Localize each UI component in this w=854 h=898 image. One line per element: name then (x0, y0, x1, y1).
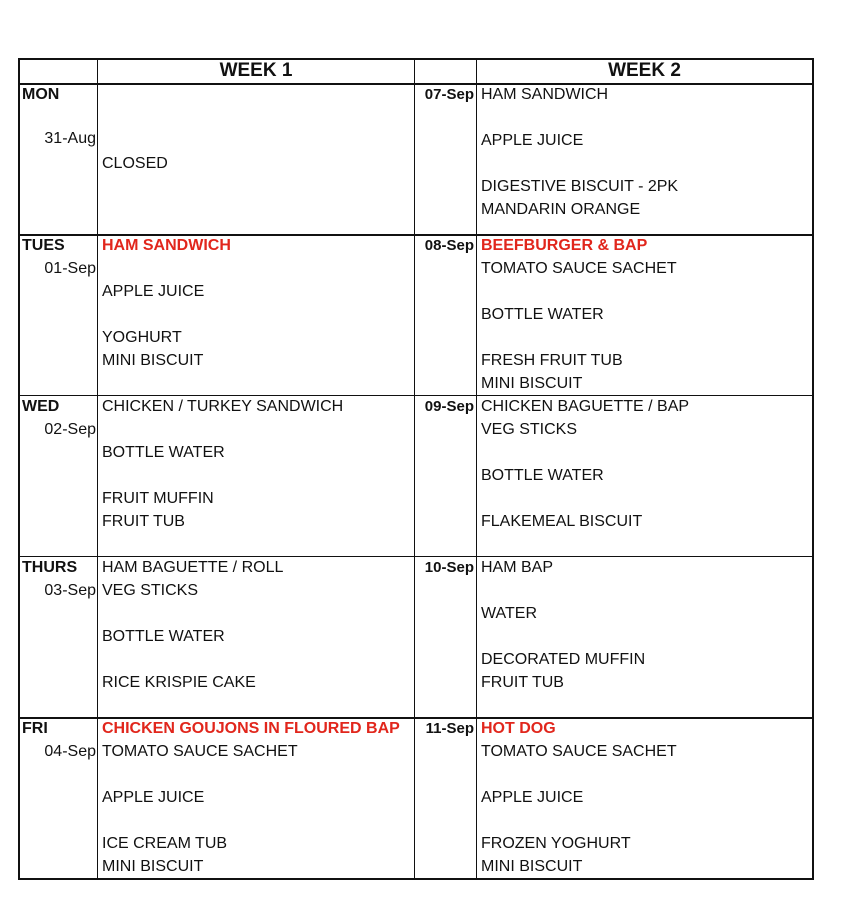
row-divider (18, 717, 814, 719)
menu-item: HAM BAP (481, 559, 554, 576)
menu-item: BOTTLE WATER (102, 444, 225, 461)
menu-item: MINI BISCUIT (102, 858, 204, 875)
menu-item: MINI BISCUIT (481, 858, 583, 875)
column-divider (414, 58, 415, 880)
menu-item: YOGHURT (102, 329, 182, 346)
row-divider (18, 395, 814, 396)
menu-item: HAM BAGUETTE / ROLL (102, 559, 284, 576)
menu-item: FROZEN YOGHURT (481, 835, 631, 852)
menu-item: TOMATO SAUCE SACHET (481, 260, 677, 277)
menu-item: CHICKEN GOUJONS IN FLOURED BAP (102, 720, 400, 737)
menu-item: APPLE JUICE (102, 789, 205, 806)
day-label: MON (22, 86, 60, 103)
day-label: THURS (22, 559, 78, 576)
menu-item: MINI BISCUIT (481, 375, 583, 392)
week1-header: WEEK 1 (219, 60, 293, 81)
menu-item: MINI BISCUIT (102, 352, 204, 369)
table-border-bottom (18, 878, 814, 880)
menu-item: FRUIT MUFFIN (102, 490, 214, 507)
week2-header: WEEK 2 (608, 60, 681, 81)
menu-item: HAM SANDWICH (102, 237, 231, 254)
menu-item: ICE CREAM TUB (102, 835, 228, 852)
column-divider (476, 58, 477, 880)
week2-date: 08-Sep (424, 237, 474, 254)
week2-date: 10-Sep (424, 559, 474, 576)
week2-date: 07-Sep (424, 86, 474, 103)
week1-date: 01-Sep (44, 260, 96, 277)
menu-item: HOT DOG (481, 720, 556, 737)
menu-item: DIGESTIVE BISCUIT - 2PK (481, 178, 679, 195)
day-label: TUES (22, 237, 65, 254)
menu-item: CLOSED (102, 155, 168, 172)
menu-item: MANDARIN ORANGE (481, 201, 641, 218)
day-label: FRI (22, 720, 48, 737)
day-label: WED (22, 398, 60, 415)
menu-item: WATER (481, 605, 537, 622)
menu-item: CHICKEN / TURKEY SANDWICH (102, 398, 344, 415)
menu-item: BOTTLE WATER (102, 628, 225, 645)
menu-item: FRESH FRUIT TUB (481, 352, 623, 369)
menu-item: CHICKEN BAGUETTE / BAP (481, 398, 690, 415)
menu-item: DECORATED MUFFIN (481, 651, 646, 668)
week2-date: 09-Sep (424, 398, 474, 415)
menu-item: TOMATO SAUCE SACHET (102, 743, 298, 760)
menu-item: FLAKEMEAL BISCUIT (481, 513, 643, 530)
menu-item: APPLE JUICE (481, 789, 584, 806)
week1-date: 03-Sep (44, 582, 96, 599)
menu-item: TOMATO SAUCE SACHET (481, 743, 677, 760)
menu-item: APPLE JUICE (102, 283, 205, 300)
column-divider (97, 58, 98, 880)
menu-item: BEEFBURGER & BAP (481, 237, 648, 254)
week1-date: 31-Aug (44, 130, 96, 147)
menu-item: HAM SANDWICH (481, 86, 609, 103)
row-divider (18, 556, 814, 557)
menu-item: FRUIT TUB (102, 513, 185, 530)
menu-item: VEG STICKS (481, 421, 578, 438)
menu-item: APPLE JUICE (481, 132, 584, 149)
menu-item: BOTTLE WATER (481, 306, 604, 323)
menu-item: BOTTLE WATER (481, 467, 604, 484)
week1-date: 02-Sep (44, 421, 96, 438)
menu-item: RICE KRISPIE CAKE (102, 674, 256, 691)
header-divider (18, 83, 814, 85)
week2-date: 11-Sep (425, 720, 474, 737)
menu-item: FRUIT TUB (481, 674, 564, 691)
row-divider (18, 234, 814, 236)
table-border-right (812, 58, 814, 880)
week1-date: 04-Sep (44, 743, 96, 760)
menu-item: VEG STICKS (102, 582, 199, 599)
